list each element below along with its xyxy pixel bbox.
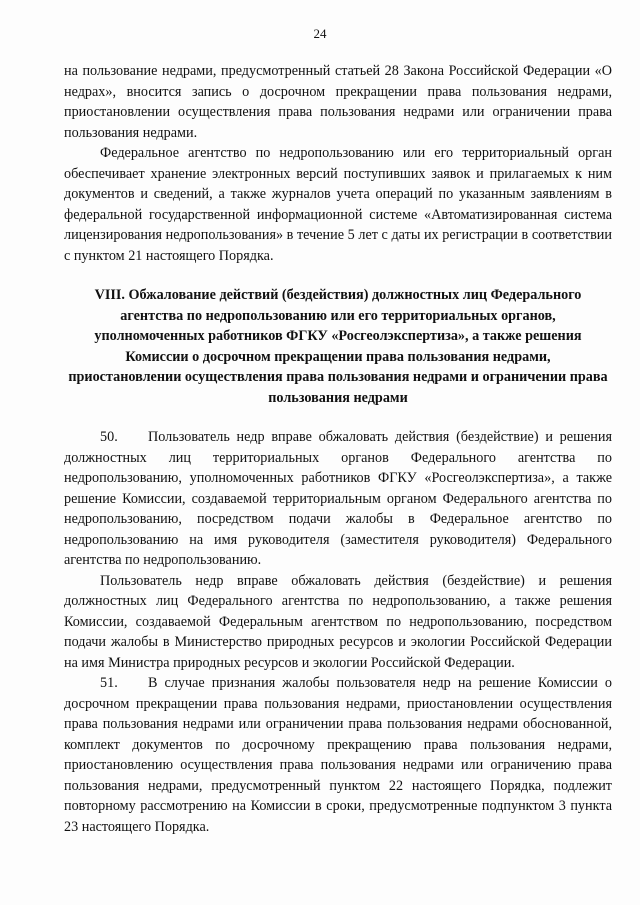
paragraph-continuation: на пользование недрами, предусмотренный статьей 28 Закона Российской Федерации «О недрах», вносится запись о досрочном прекращении права пользования недрами, приостановлении осуществления права пользования недрами или ограничении права пользования недрами. bbox=[64, 63, 612, 141]
clause-51 bbox=[64, 673, 612, 837]
paragraph-storage: Федеральное агентство по недропользованию или его территориальный орган обеспечивает хранение электронных версий поступивших заявок и прилагаемых к ним документов и сведений, а также журналов учета операций по указанным заявлениям в федеральной государственной информационной системе «Автоматизированная система лицензирования недропользования» в течение 5 лет с даты их регистрации в соответствии с пунктом 21 настоящего Порядка. bbox=[64, 145, 612, 264]
paragraph-ministry-appeal: Пользователь недр вправе обжаловать действия (бездействие) и решения должностных лиц Федерального агентства по недропользованию, а также решения Комиссии, создаваемой Федеральным агентством по недропользованию, посредством подачи жалобы в Министерство природных ресурсов и экологии Российской Федерации на имя Министра природных ресурсов и экологии Российской Федерации. bbox=[64, 572, 612, 671]
clause-number: 51. bbox=[100, 675, 118, 691]
page-number: 24 bbox=[313, 26, 327, 41]
clause-text: Пользователь недр вправе обжаловать действия (бездействие) и решения должностных лиц территориальных органов Федерального агентства по недропользованию, уполномоченных работников ФГКУ «Росгеолэкспертиза», а также решение Комиссии, создаваемой территориальным органом Федерального агентства по недропользованию, посредством подачи жалобы в Федеральное агентство по недропользованию на имя руководителя (заместителя руководителя) Федерального агентства по недропользованию. bbox=[64, 429, 612, 568]
clause-text: В случае признания жалобы пользователя недр на решение Комиссии о досрочном прекращении права пользования недрами, приостановлении осуществления права пользования недрами или ограничении права пользования недрами обоснованной, комплект документов по досрочному прекращению права пользования недрами, приостановлению осуществления права пользования недрами или ограничению права пользования недрами, предусмотренный пунктом 22 настоящего Порядка, подлежит повторному рассмотрению на Комиссии в сроки, предусмотренные подпунктом 3 пункта 23 настоящего Порядка. bbox=[64, 675, 612, 835]
document-body bbox=[64, 61, 612, 837]
clause-50 bbox=[64, 427, 612, 571]
section-heading: VIII. Обжалование действий (бездействия) должностных лиц Федерального агентства по недропользованию или его территориальных органов, уполномоченных работников ФГКУ «Росгеолэкспертиза», а также решения Комиссии о досрочном прекращении права пользования недрами, приостановлении осуществления права пользования недрами и ограничении права пользования недрами bbox=[68, 287, 608, 406]
clause-number: 50. bbox=[100, 429, 118, 445]
